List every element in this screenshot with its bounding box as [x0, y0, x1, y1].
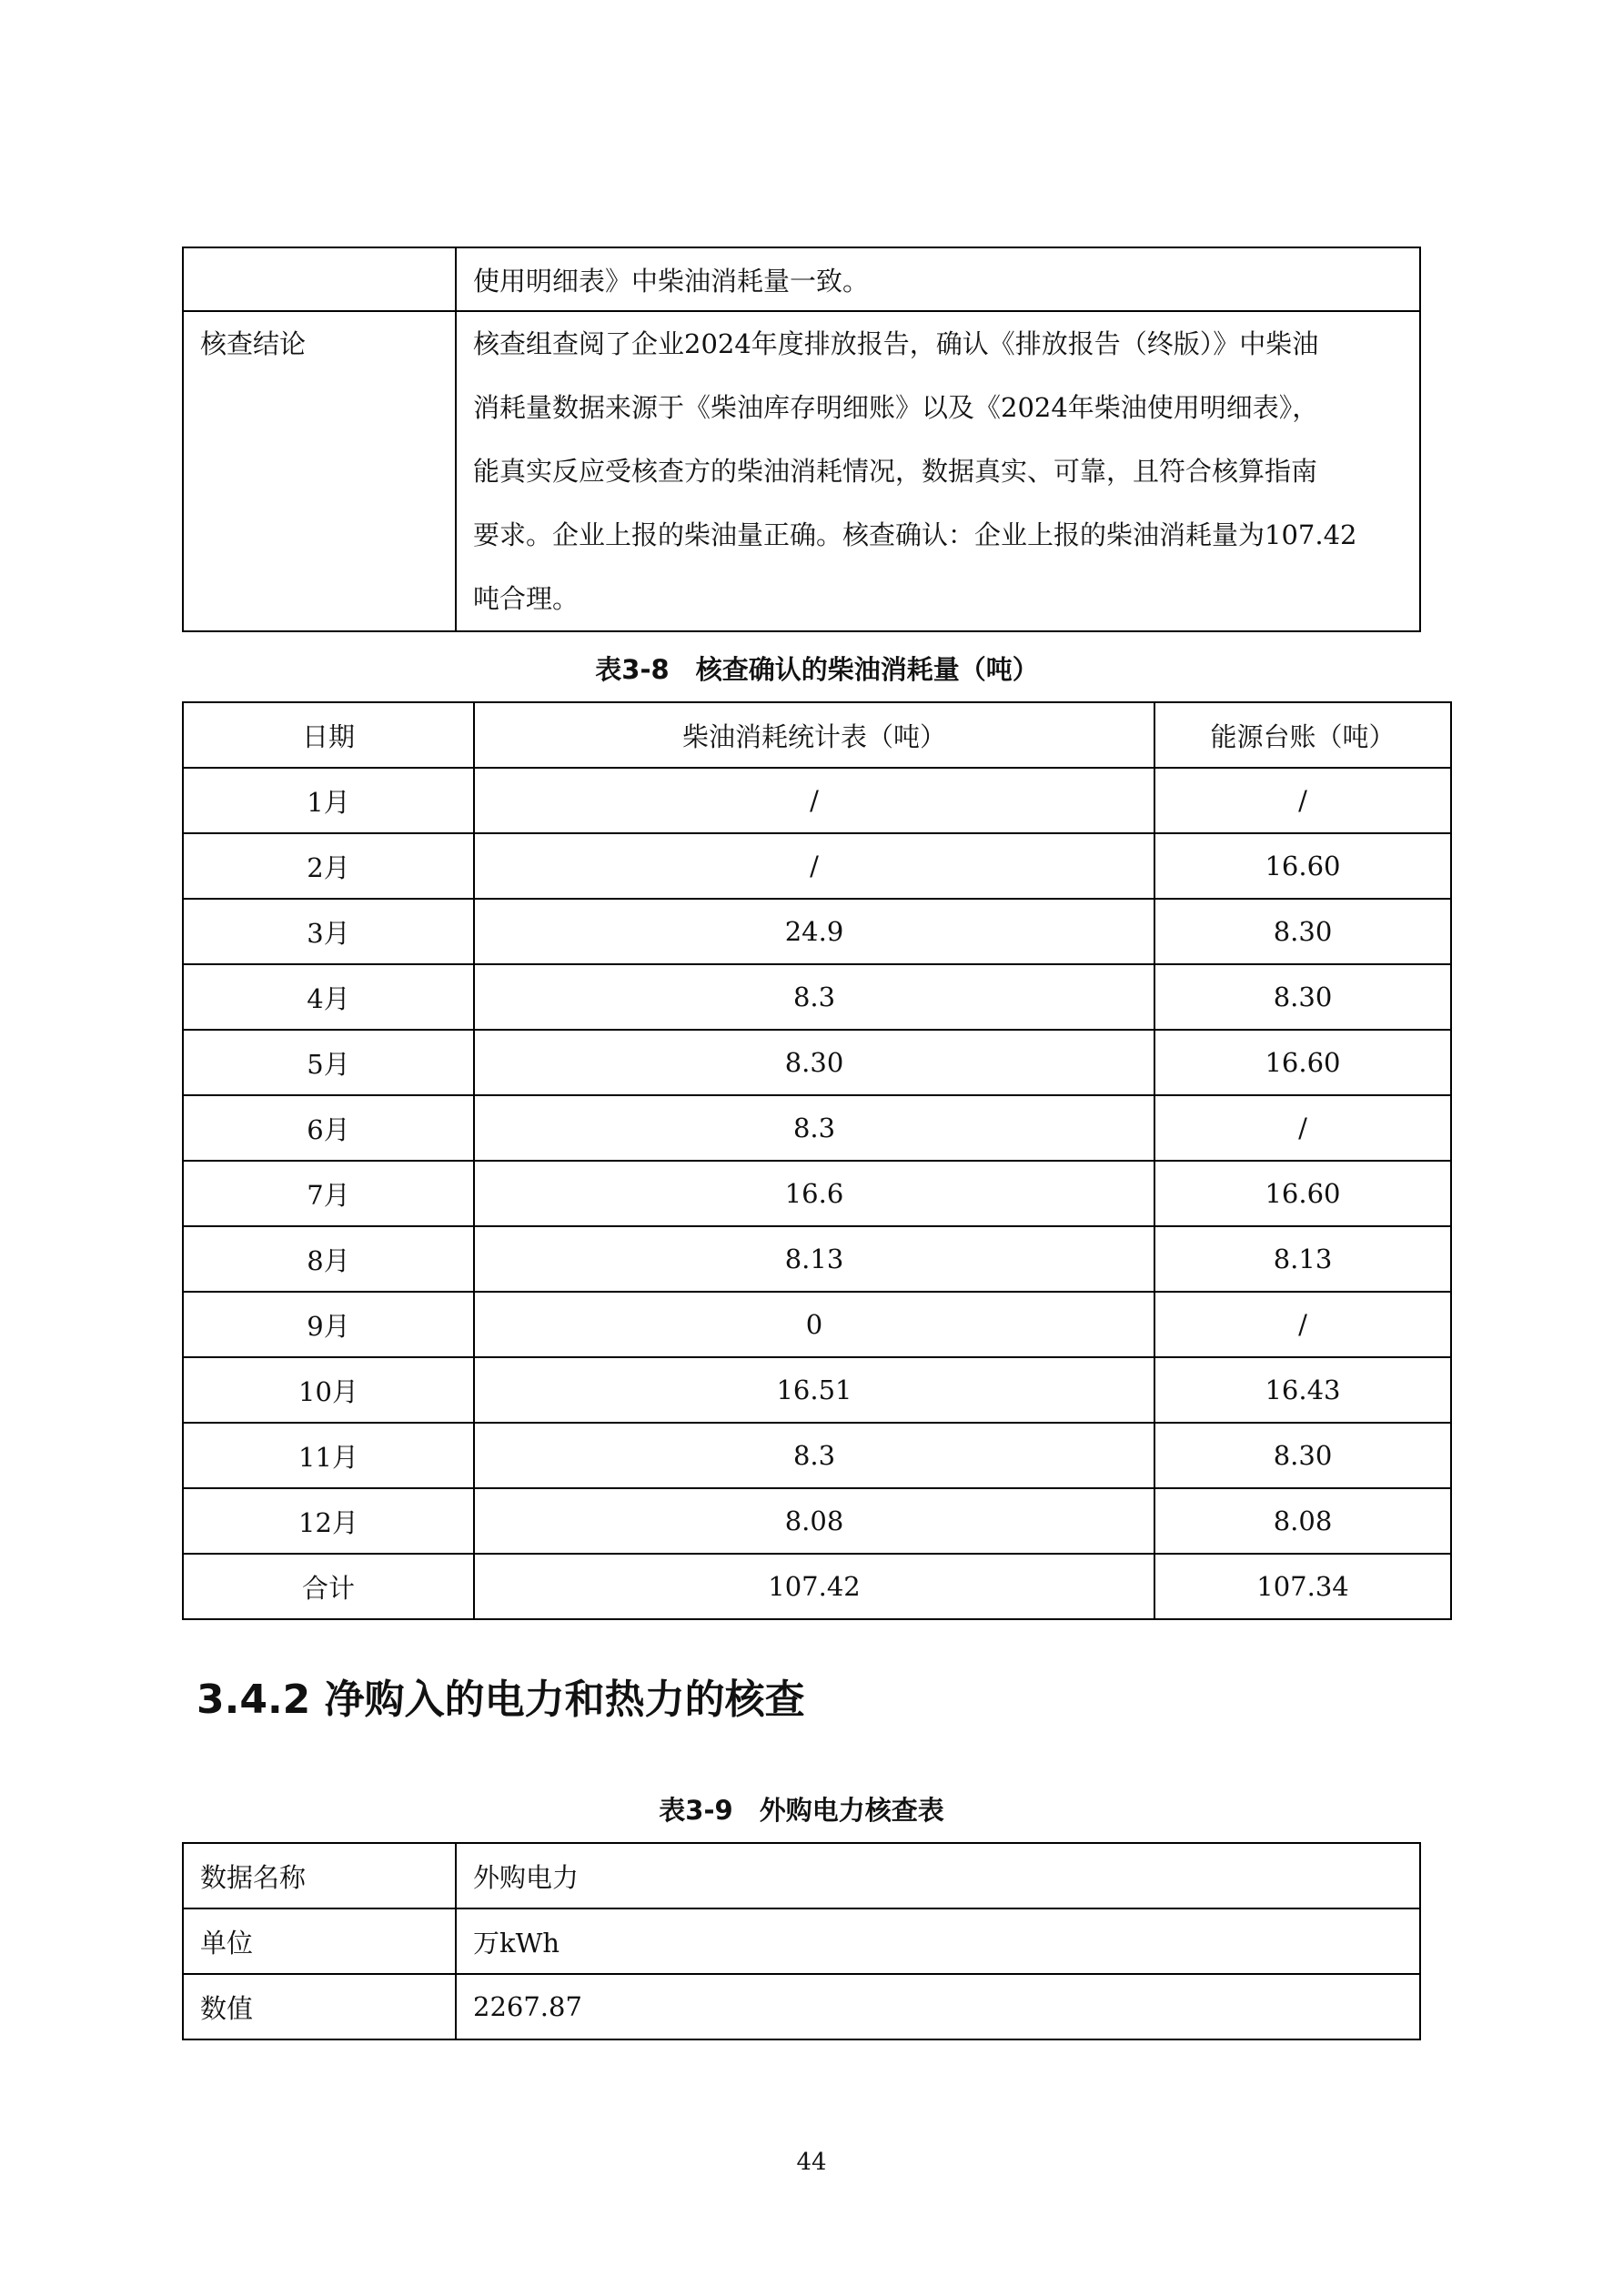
table-body [183, 768, 1451, 1619]
table-row [183, 1843, 1420, 1908]
table-row [183, 1908, 1420, 1974]
table-cell: 10月 [183, 1357, 474, 1423]
table-cell: 单位 [183, 1908, 456, 1974]
table-cell: 8.08 [1154, 1488, 1451, 1554]
table-cell: 3月 [183, 899, 474, 964]
table-cell: 107.42 [474, 1554, 1154, 1619]
table-row [183, 964, 1451, 1030]
text-line: 能真实反应受核查方的柴油消耗情况，数据真实、可靠，且符合核算指南 [473, 456, 1318, 487]
table-cell: 8.13 [1154, 1226, 1451, 1292]
table-cell: 8.13 [474, 1226, 1154, 1292]
table-cell: 2月 [183, 833, 474, 899]
table-cell: 8.3 [474, 964, 1154, 1030]
table-cell: 107.34 [1154, 1554, 1451, 1619]
column-header: 柴油消耗统计表（吨） [474, 702, 1154, 768]
conclusion-label: 核查结论 [183, 311, 456, 631]
table-cell: 8.30 [474, 1030, 1154, 1095]
table-caption: 表3-9 外购电力核查表 [659, 1795, 944, 1826]
verification-table-continued [182, 247, 1421, 632]
table-row [183, 247, 1420, 311]
table-cell: 8.3 [474, 1423, 1154, 1488]
table-row [183, 1554, 1451, 1619]
table-cell: 万kWh [456, 1908, 1420, 1974]
table-row [183, 833, 1451, 899]
table-cell: 9月 [183, 1292, 474, 1357]
text-line: 吨合理。 [473, 583, 580, 614]
table-cell: 8.3 [474, 1095, 1154, 1161]
column-header: 日期 [183, 702, 474, 768]
table-row [183, 899, 1451, 964]
table-cell: 8.30 [1154, 1423, 1451, 1488]
table-cell: / [474, 768, 1154, 833]
text-line: 消耗量数据来源于《柴油库存明细账》以及《2024年柴油使用明细表》， [473, 392, 1319, 423]
table-row [183, 1974, 1420, 2039]
diesel-consumption-table [182, 701, 1452, 1620]
table-cell-label [183, 247, 456, 311]
table-cell: 8.30 [1154, 899, 1451, 964]
table-cell: 5月 [183, 1030, 474, 1095]
table-cell: 16.60 [1154, 833, 1451, 899]
table-cell: / [1154, 1095, 1451, 1161]
table-cell: 7月 [183, 1161, 474, 1226]
page-number: 44 [796, 2149, 827, 2176]
column-header: 能源台账（吨） [1154, 702, 1451, 768]
table-body [183, 1843, 1420, 2039]
table-cell: 合计 [183, 1554, 474, 1619]
section-heading: 3.4.2 净购入的电力和热力的核查 [197, 1677, 805, 1723]
table-row [183, 1423, 1451, 1488]
table-row [183, 1488, 1451, 1554]
table-cell-text: 使用明细表》中柴油消耗量一致。 [456, 247, 1420, 311]
table-cell: 8.30 [1154, 964, 1451, 1030]
text-line: 要求。企业上报的柴油量正确。核查确认：企业上报的柴油消耗量为107.42 [473, 519, 1357, 550]
table-cell: 2267.87 [456, 1974, 1420, 2039]
table-row [183, 1095, 1451, 1161]
table-cell: 16.60 [1154, 1030, 1451, 1095]
table-row [183, 768, 1451, 833]
table-cell: 16.60 [1154, 1161, 1451, 1226]
table-cell: 1月 [183, 768, 474, 833]
table-row [183, 1226, 1451, 1292]
table-cell: 0 [474, 1292, 1154, 1357]
table-cell: 24.9 [474, 899, 1154, 964]
table-row [183, 1161, 1451, 1226]
table-cell: 4月 [183, 964, 474, 1030]
table-row [183, 1292, 1451, 1357]
purchased-electricity-table [182, 1842, 1421, 2040]
table-cell: / [1154, 768, 1451, 833]
table-cell: 8月 [183, 1226, 474, 1292]
table-cell: 11月 [183, 1423, 474, 1488]
table-cell: 12月 [183, 1488, 474, 1554]
conclusion-text [456, 311, 1420, 631]
table-header-row [183, 702, 1451, 768]
text-line: 核查组查阅了企业2024年度排放报告，确认《排放报告（终版）》中柴油 [473, 328, 1319, 359]
table-cell: 6月 [183, 1095, 474, 1161]
table-cell: 外购电力 [456, 1843, 1420, 1908]
table-cell: 数值 [183, 1974, 456, 2039]
table-caption: 表3-8 核查确认的柴油消耗量（吨） [595, 654, 1039, 685]
table-cell: 8.08 [474, 1488, 1154, 1554]
table-row [183, 1030, 1451, 1095]
table-cell: / [474, 833, 1154, 899]
table-cell: 16.43 [1154, 1357, 1451, 1423]
table-cell: 数据名称 [183, 1843, 456, 1908]
table-row [183, 311, 1420, 631]
table-cell: 16.6 [474, 1161, 1154, 1226]
table-cell: 16.51 [474, 1357, 1154, 1423]
table-row [183, 1357, 1451, 1423]
table-cell: / [1154, 1292, 1451, 1357]
